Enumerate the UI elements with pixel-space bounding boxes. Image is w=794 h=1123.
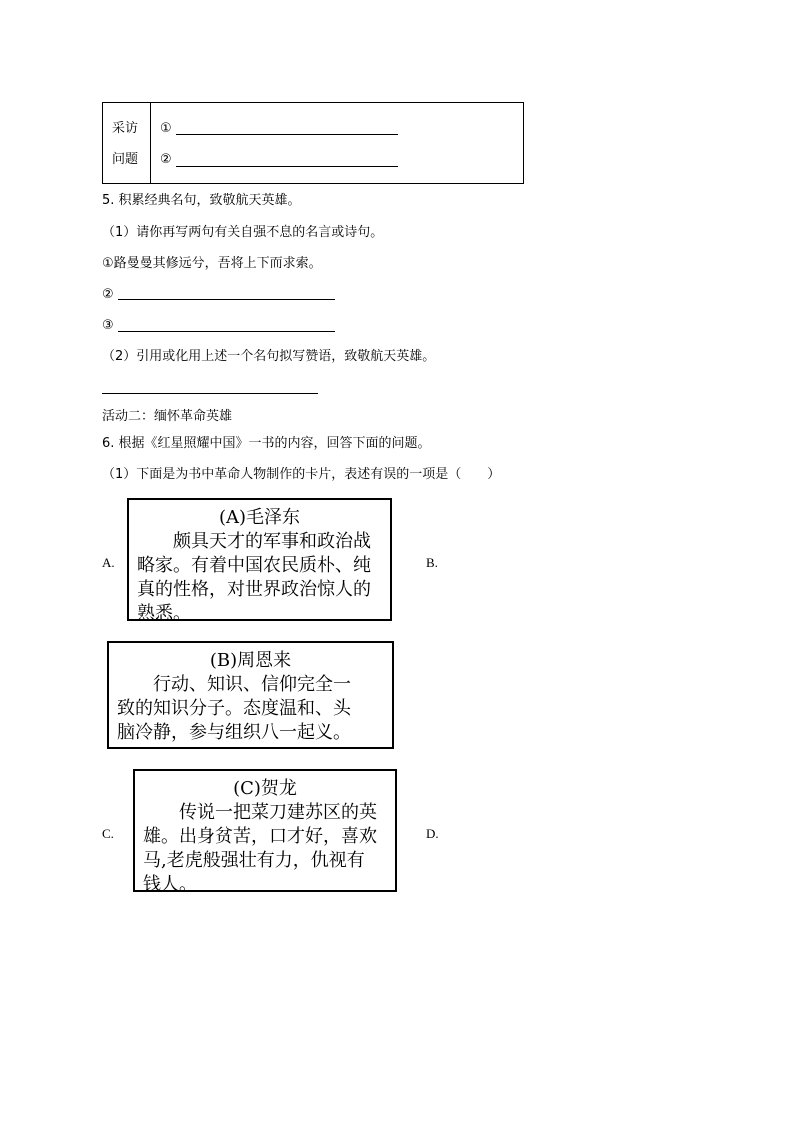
option-d-label[interactable]: D. — [426, 826, 439, 841]
card-a-line4: 熟悉。 — [137, 603, 191, 624]
q5-line2-marker: ② — [102, 287, 114, 302]
table-label-line2: 问题 — [112, 152, 139, 167]
option-a-label[interactable]: A. — [102, 555, 115, 570]
card-a-line2: 略家。有着中国农民质朴、纯 — [137, 555, 371, 576]
table-column-divider — [150, 102, 151, 184]
card-b-line1: 行动、知识、信仰完全一 — [153, 674, 351, 695]
card-b-line3: 脑冷静，参与组织八一起义。 — [117, 722, 351, 743]
card-mao-zedong — [127, 498, 392, 624]
q5-line3-blank[interactable] — [118, 331, 335, 332]
card-a-line1: 颇具天才的军事和政治战 — [173, 531, 371, 552]
card-zhou-enlai — [107, 641, 394, 749]
card-a-title: (A)毛泽东 — [218, 507, 301, 528]
card-c-line3: 马,老虎般强壮有力，仇视有 — [143, 850, 365, 871]
card-c-title: (C)贺龙 — [233, 778, 297, 799]
table-item2-marker: ② — [160, 152, 172, 167]
q6-title: 6. 根据《红星照耀中国》一书的内容，回答下面的问题。 — [102, 436, 431, 451]
card-c-line2: 雄。出身贫苦，口才好，喜欢 — [143, 826, 377, 847]
q5-title: 5. 积累经典名句，致敬航天英雄。 — [102, 193, 301, 208]
option-c-label[interactable]: C. — [102, 826, 114, 841]
card-c-line1: 传说一把菜刀建苏区的英 — [179, 802, 377, 823]
q5-line1: ①路曼曼其修远兮，吾将上下而求索。 — [102, 256, 322, 271]
q5-part2: （2）引用或化用上述一个名句拟写赞语，致敬航天英雄。 — [102, 349, 436, 364]
card-c-line4: 钱人。 — [143, 874, 197, 895]
interview-table — [102, 102, 524, 184]
q5-part1: （1）请你再写两句有关自强不息的名言或诗句。 — [102, 225, 384, 240]
card-a-line3: 真的性格，对世界政治惊人的 — [137, 579, 371, 600]
table-label-line1: 采访 — [112, 121, 139, 136]
table-item1-blank[interactable] — [176, 134, 398, 135]
card-b-title: (B)周恩来 — [209, 650, 292, 671]
table-item2-blank[interactable] — [176, 166, 398, 167]
table-item1-marker: ① — [160, 121, 172, 136]
activity2-heading: 活动二：缅怀革命英雄 — [102, 409, 233, 424]
q5-line3-marker: ③ — [102, 318, 114, 333]
option-b-label[interactable]: B. — [426, 555, 438, 570]
q6-part1: （1）下面是为书中革命人物制作的卡片，表述有误的一项是（ ） — [102, 467, 501, 482]
card-b-line2: 致的知识分子。态度温和、头 — [117, 698, 351, 719]
q5-line2-blank[interactable] — [118, 299, 335, 300]
card-he-long — [133, 769, 397, 895]
q5-part2-blank[interactable] — [102, 393, 318, 394]
